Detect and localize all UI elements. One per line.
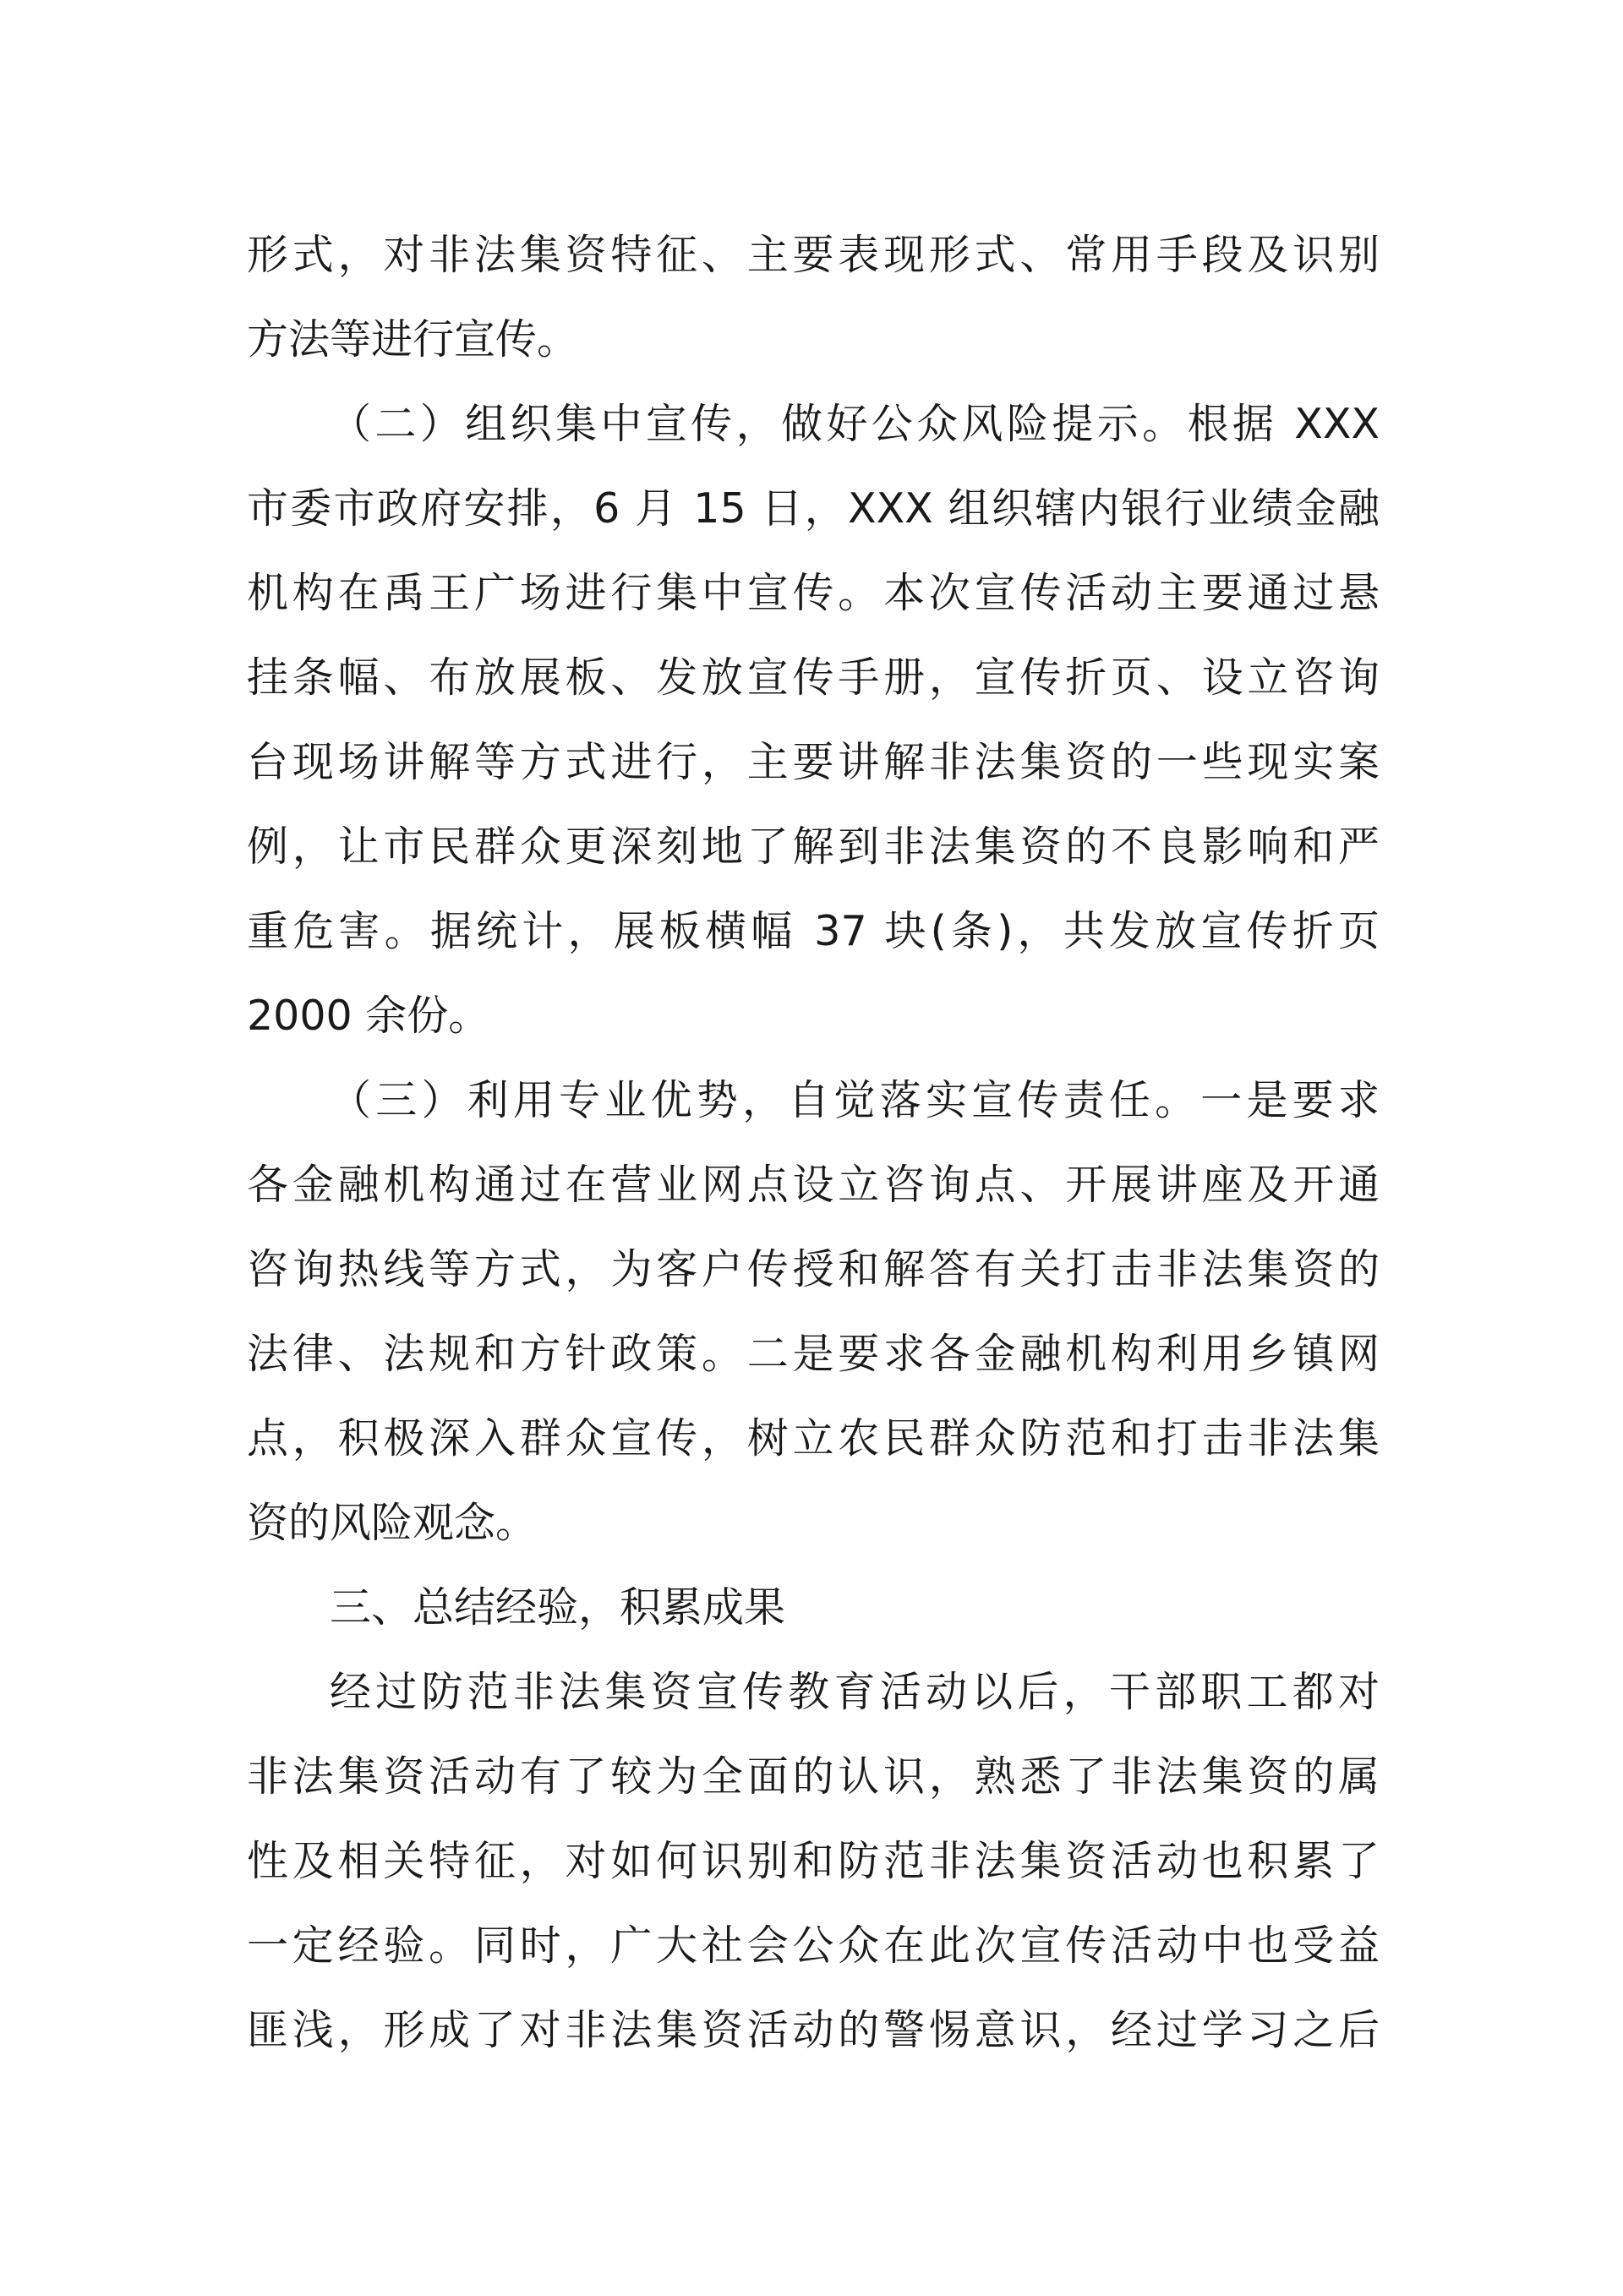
section-heading-line: （二）组织集中宣传，做好公众风险提示。根据 XXX	[330, 400, 1380, 448]
text-line: 市委市政府安排，6 月 15 日，XXX 组织辖内银行业绩金融	[247, 484, 1380, 533]
section-heading-line: （三）利用专业优势，自觉落实宣传责任。一是要求	[330, 1076, 1380, 1124]
text-line: 形式，对非法集资特征、主要表现形式、常用手段及识别	[247, 231, 1380, 279]
paragraph-first-line: 经过防范非法集资宣传教育活动以后，干部职工都对	[330, 1668, 1380, 1716]
text-line: 匪浅，形成了对非法集资活动的警惕意识，经过学习之后	[247, 2006, 1380, 2054]
text-line: 咨询热线等方式，为客户传授和解答有关打击非法集资的	[247, 1245, 1380, 1293]
section-heading: 三、总结经验，积累成果	[330, 1583, 786, 1632]
text-line: 机构在禹王广场进行集中宣传。本次宣传活动主要通过悬	[247, 569, 1380, 617]
text-line: 2000 余份。	[247, 992, 490, 1040]
text-line: 资的风险观念。	[247, 1499, 538, 1547]
text-line: 例，让市民群众更深刻地了解到非法集资的不良影响和严	[247, 823, 1380, 871]
text-line: 性及相关特征，对如何识别和防范非法集资活动也积累了	[247, 1837, 1380, 1885]
text-line: 点，积极深入群众宣传，树立农民群众防范和打击非法集	[247, 1414, 1380, 1462]
text-line: 挂条幅、布放展板、发放宣传手册，宣传折页、设立咨询	[247, 653, 1380, 702]
text-line: 台现场讲解等方式进行，主要讲解非法集资的一些现实案	[247, 738, 1380, 786]
text-line: 各金融机构通过在营业网点设立咨询点、开展讲座及开通	[247, 1161, 1380, 1209]
text-line: 非法集资活动有了较为全面的认识，熟悉了非法集资的属	[247, 1752, 1380, 1801]
document-body	[247, 213, 1380, 2073]
text-line: 法律、法规和方针政策。二是要求各金融机构利用乡镇网	[247, 1330, 1380, 1378]
text-line: 重危害。据统计，展板横幅 37 块(条)，共发放宣传折页	[247, 907, 1380, 955]
text-line: 一定经验。同时，广大社会公众在此次宣传活动中也受益	[247, 1922, 1380, 1970]
text-line: 方法等进行宣传。	[247, 315, 579, 364]
